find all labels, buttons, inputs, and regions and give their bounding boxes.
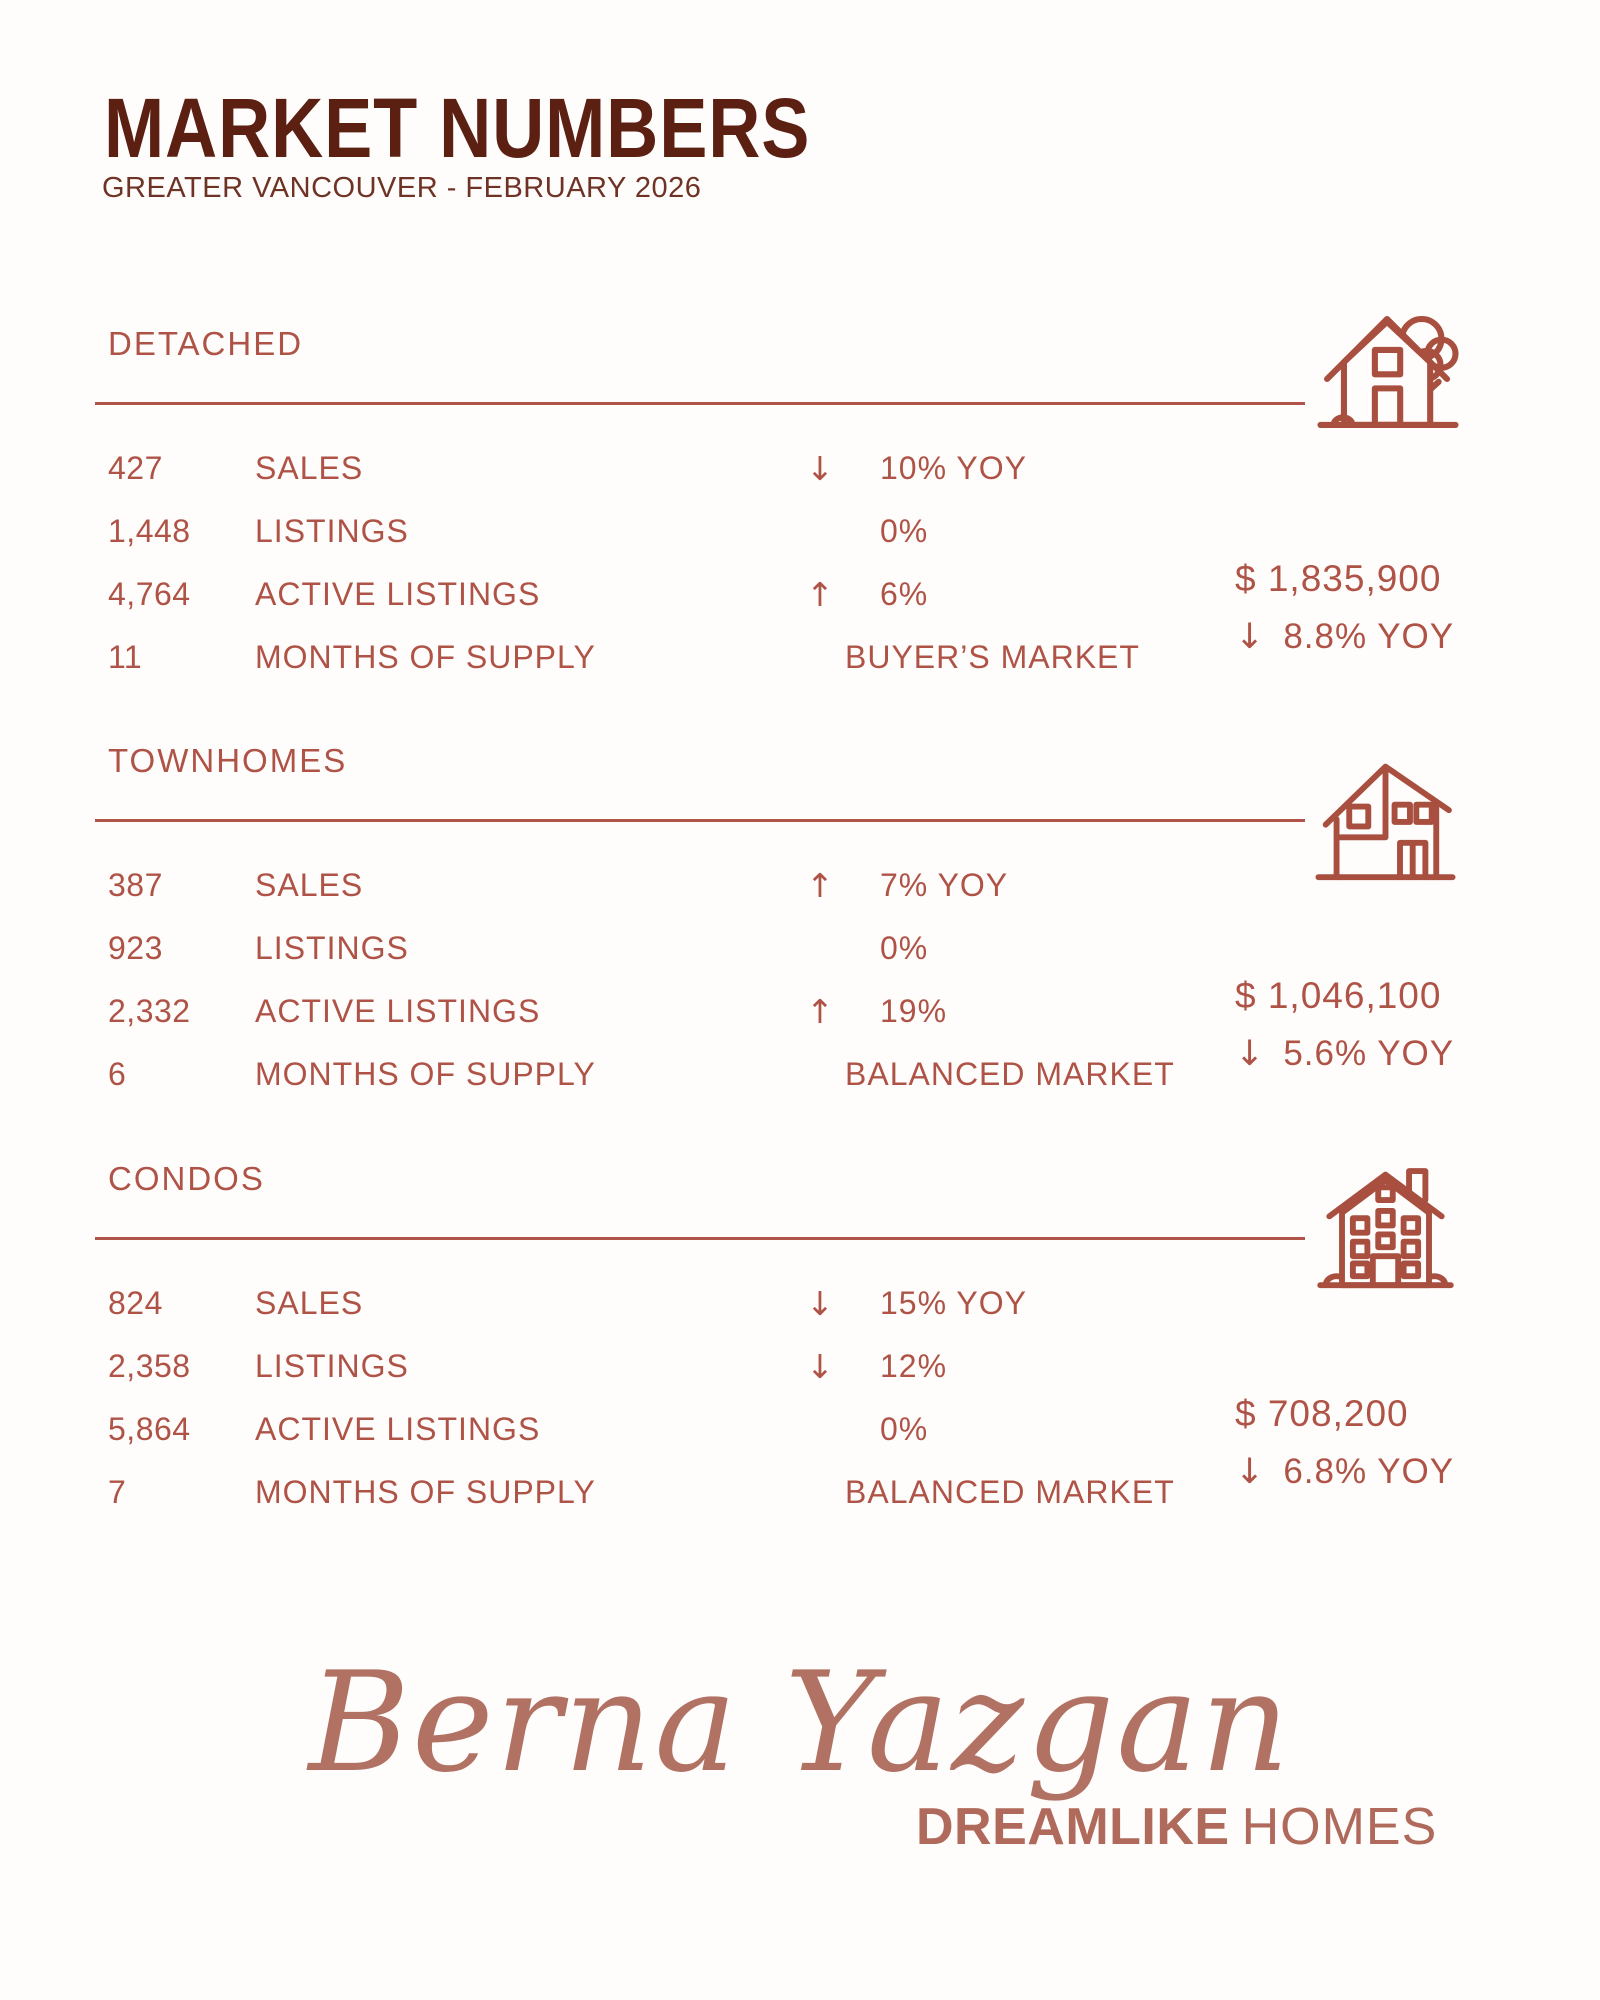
detached-house-tree-icon	[1313, 289, 1463, 439]
stat-change: 0%	[880, 930, 929, 966]
trend-arrow-icon: ↓	[806, 449, 834, 488]
trend-arrow-icon: ↑	[806, 992, 834, 1031]
stat-value: 11	[108, 639, 143, 675]
agent-signature: Berna Yazgan	[308, 1642, 1292, 1803]
stat-value: 2,332	[108, 993, 191, 1029]
benchmark-price: $ 1,835,900	[1235, 558, 1442, 599]
brand-name-light: HOMES	[1241, 1798, 1438, 1856]
section-divider	[95, 402, 1305, 405]
market-status: BALANCED MARKET	[845, 1474, 1175, 1510]
stat-value: 2,358	[108, 1348, 191, 1384]
stat-change: 19%	[880, 993, 948, 1029]
stat-label: SALES	[255, 1285, 364, 1321]
down-arrow-icon: ↓	[1235, 1452, 1266, 1492]
stat-value: 4,764	[108, 576, 191, 612]
stat-label: LISTINGS	[255, 513, 409, 549]
section-title: DETACHED	[108, 325, 304, 362]
price-yoy	[1235, 1452, 1454, 1492]
stat-label: ACTIVE LISTINGS	[255, 576, 541, 612]
stat-change: 0%	[880, 513, 929, 549]
section-townhomes	[95, 742, 1505, 1162]
price-change-label: 6.8% YOY	[1283, 1452, 1455, 1491]
trend-arrow-icon: ↑	[806, 575, 834, 614]
stat-label: ACTIVE LISTINGS	[255, 993, 541, 1029]
stat-value: 427	[108, 450, 163, 486]
table-row	[95, 1335, 1505, 1398]
market-status: BALANCED MARKET	[845, 1056, 1175, 1092]
benchmark-price: $ 1,046,100	[1235, 975, 1442, 1016]
brand-logo	[916, 1797, 1437, 1857]
trend-arrow-icon: ↓	[806, 1347, 834, 1386]
stat-label: MONTHS OF SUPPLY	[255, 1056, 596, 1092]
stat-value: 387	[108, 867, 163, 903]
stat-label: MONTHS OF SUPPLY	[255, 639, 596, 675]
section-condos	[95, 1160, 1505, 1580]
table-row	[95, 1272, 1505, 1335]
stat-label: ACTIVE LISTINGS	[255, 1411, 541, 1447]
table-row	[95, 854, 1505, 917]
stat-change: 12%	[880, 1348, 948, 1384]
stat-label: MONTHS OF SUPPLY	[255, 1474, 596, 1510]
section-detached	[95, 325, 1505, 745]
price-yoy	[1235, 1034, 1454, 1074]
benchmark-price-block	[1235, 975, 1454, 1074]
benchmark-price: $ 708,200	[1235, 1393, 1409, 1434]
section-divider	[95, 819, 1305, 822]
price-change-label: 8.8% YOY	[1283, 617, 1455, 656]
down-arrow-icon: ↓	[1235, 1034, 1266, 1074]
page-title: MARKET NUMBERS	[104, 81, 811, 175]
section-divider	[95, 1237, 1305, 1240]
stat-label: LISTINGS	[255, 1348, 409, 1384]
benchmark-price-block	[1235, 558, 1454, 657]
stat-value: 6	[108, 1056, 127, 1092]
stat-value: 824	[108, 1285, 163, 1321]
page-subtitle: GREATER VANCOUVER - FEBRUARY 2026	[102, 172, 702, 204]
stat-label: SALES	[255, 450, 364, 486]
table-row	[95, 500, 1505, 563]
price-yoy	[1235, 617, 1454, 657]
stat-change: 15% YOY	[880, 1285, 1027, 1321]
table-row	[95, 917, 1505, 980]
stat-value: 1,448	[108, 513, 191, 549]
stat-change: 7% YOY	[880, 867, 1009, 903]
market-status: BUYER’S MARKET	[845, 639, 1140, 675]
price-change-label: 5.6% YOY	[1283, 1034, 1455, 1073]
stat-change: 6%	[880, 576, 929, 612]
table-row	[95, 437, 1505, 500]
trend-arrow-icon: ↓	[806, 1284, 834, 1323]
trend-arrow-icon: ↑	[806, 866, 834, 905]
section-title: TOWNHOMES	[108, 742, 348, 779]
stat-change: 0%	[880, 1411, 929, 1447]
down-arrow-icon: ↓	[1235, 617, 1266, 657]
brand-name-bold: DREAMLIKE	[916, 1798, 1230, 1856]
stat-change: 10% YOY	[880, 450, 1027, 486]
stat-value: 7	[108, 1474, 127, 1510]
stat-label: LISTINGS	[255, 930, 409, 966]
stat-value: 5,864	[108, 1411, 191, 1447]
stat-label: SALES	[255, 867, 364, 903]
section-title: CONDOS	[108, 1160, 265, 1197]
stat-value: 923	[108, 930, 163, 966]
benchmark-price-block	[1235, 1393, 1454, 1492]
